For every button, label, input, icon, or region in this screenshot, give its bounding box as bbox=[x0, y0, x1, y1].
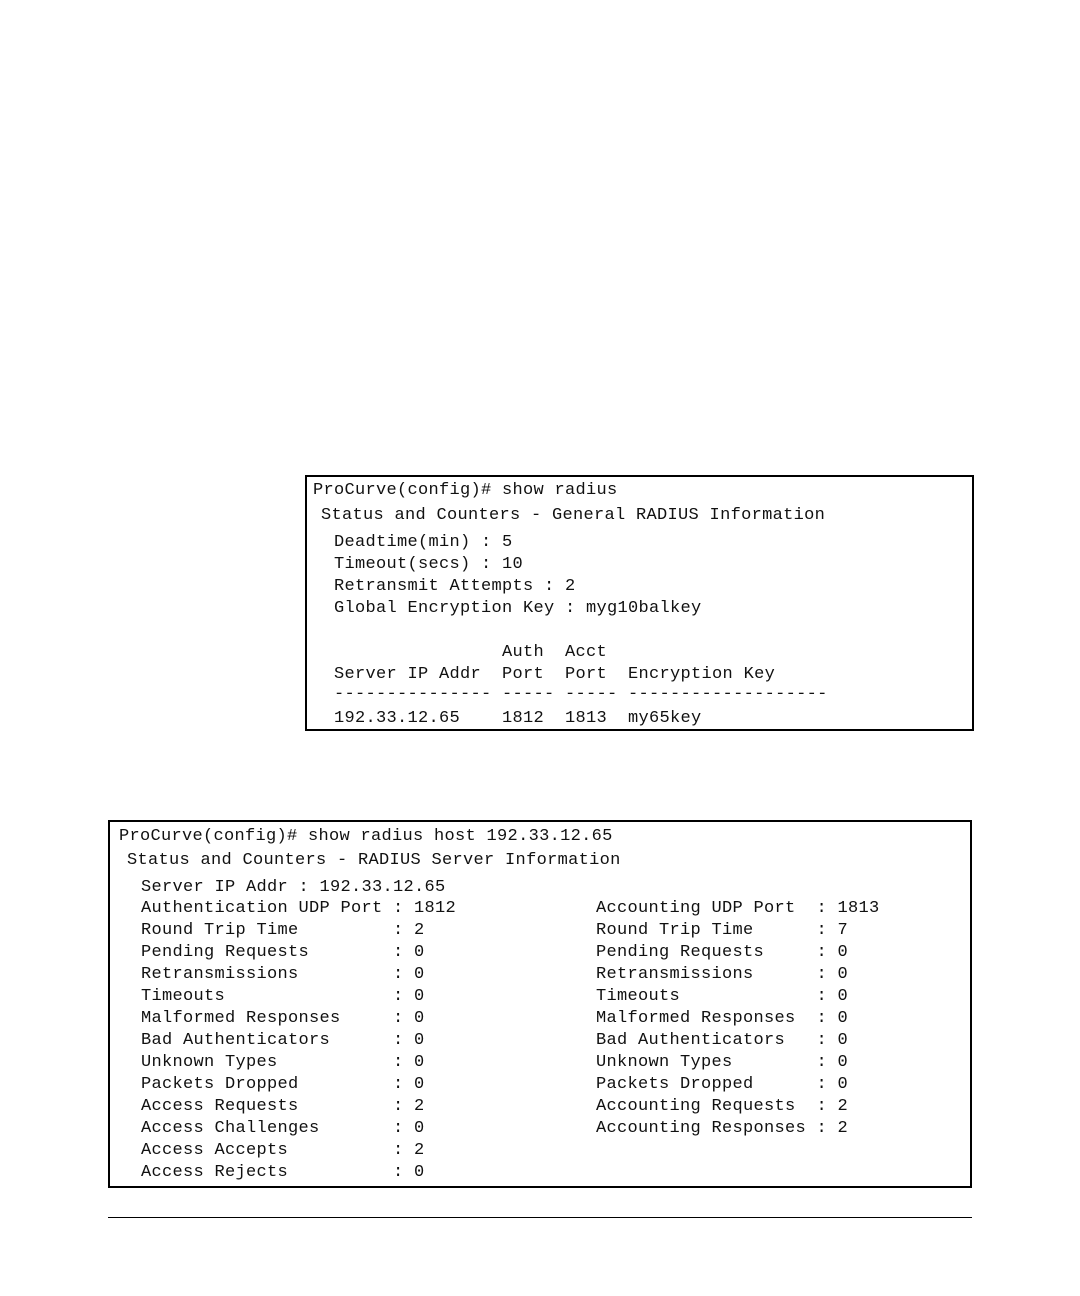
list-item: Access Requests : 2 bbox=[141, 1097, 425, 1116]
server-table-separator: --------------- ----- ----- ------------------- bbox=[334, 685, 828, 704]
list-item: Pending Requests : 0 bbox=[141, 943, 425, 962]
retransmit-attempts-line: Retransmit Attempts : 2 bbox=[334, 577, 576, 596]
server-table-header-2: Server IP Addr Port Port Encryption Key bbox=[334, 665, 776, 684]
list-item: Malformed Responses : 0 bbox=[141, 1009, 425, 1028]
list-item: Accounting Requests : 2 bbox=[596, 1097, 849, 1116]
list-item: Retransmissions : 0 bbox=[596, 965, 849, 984]
server-ip-line: Server IP Addr : 192.33.12.65 bbox=[141, 878, 446, 897]
list-item: Packets Dropped : 0 bbox=[141, 1075, 425, 1094]
list-item: Pending Requests : 0 bbox=[596, 943, 849, 962]
deadtime-line: Deadtime(min) : 5 bbox=[334, 533, 513, 552]
global-radius-terminal bbox=[305, 475, 974, 731]
list-item: Unknown Types : 0 bbox=[141, 1053, 425, 1072]
list-item: Bad Authenticators : 0 bbox=[141, 1031, 425, 1050]
command-line: ProCurve(config)# show radius host 192.33.12.65 bbox=[119, 827, 613, 846]
global-encryption-key-line: Global Encryption Key : myg10balkey bbox=[334, 599, 702, 618]
page-footer-divider bbox=[108, 1217, 972, 1218]
timeout-line: Timeout(secs) : 10 bbox=[334, 555, 524, 574]
list-item: Authentication UDP Port : 1812 bbox=[141, 899, 457, 918]
list-item: Round Trip Time : 2 bbox=[141, 921, 425, 940]
list-item: Round Trip Time : 7 bbox=[596, 921, 849, 940]
server-table-header-1: Auth Acct bbox=[334, 643, 608, 662]
list-item: Retransmissions : 0 bbox=[141, 965, 425, 984]
radius-host-terminal bbox=[108, 820, 972, 1188]
list-item: Access Challenges : 0 bbox=[141, 1119, 425, 1138]
list-item: Access Accepts : 2 bbox=[141, 1141, 425, 1160]
status-heading: Status and Counters - RADIUS Server Information bbox=[127, 851, 621, 870]
list-item: Bad Authenticators : 0 bbox=[596, 1031, 849, 1050]
list-item: Malformed Responses : 0 bbox=[596, 1009, 849, 1028]
list-item: Access Rejects : 0 bbox=[141, 1163, 425, 1182]
list-item: Accounting Responses : 2 bbox=[596, 1119, 849, 1138]
list-item: Timeouts : 0 bbox=[141, 987, 425, 1006]
list-item: Packets Dropped : 0 bbox=[596, 1075, 849, 1094]
status-heading: Status and Counters - General RADIUS Information bbox=[321, 506, 826, 525]
table-row: 192.33.12.65 1812 1813 my65key bbox=[334, 709, 702, 728]
list-item: Accounting UDP Port : 1813 bbox=[596, 899, 880, 918]
command-line: ProCurve(config)# show radius bbox=[313, 481, 618, 500]
list-item: Unknown Types : 0 bbox=[596, 1053, 849, 1072]
list-item: Timeouts : 0 bbox=[596, 987, 849, 1006]
